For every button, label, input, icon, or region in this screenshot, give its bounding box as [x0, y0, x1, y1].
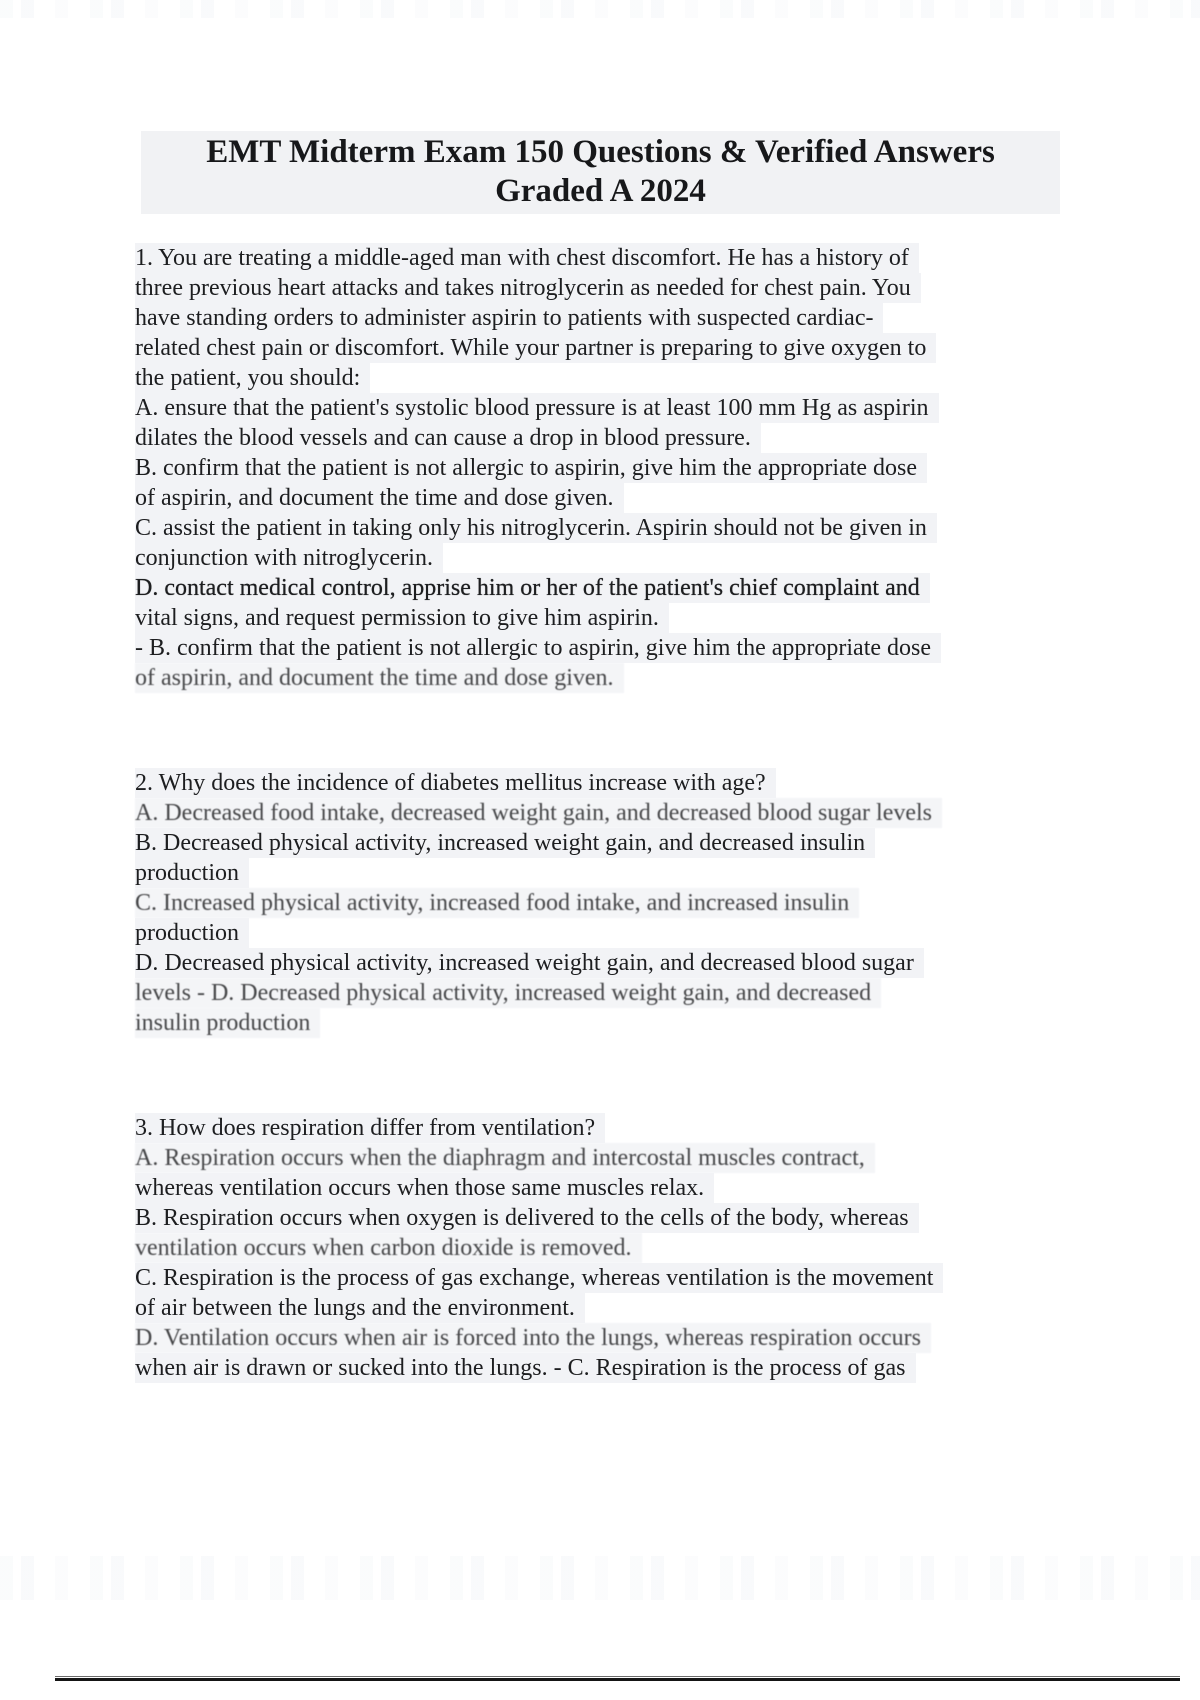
question-line — [135, 1008, 1085, 1038]
line-highlight: of aspirin, and document the time and dose given. — [135, 663, 624, 693]
question-line — [135, 273, 1085, 303]
line-highlight: 1. You are treating a middle-aged man with chest discomfort. He has a history of — [135, 243, 919, 273]
question-line — [135, 1293, 1085, 1323]
line-highlight: whereas ventilation occurs when those same muscles relax. — [135, 1173, 714, 1203]
question-line — [135, 948, 1085, 978]
line-highlight: B. confirm that the patient is not allergic to aspirin, give him the appropriate dose — [135, 453, 927, 483]
scan-artifact-band-bottom — [0, 1556, 1200, 1600]
question-line — [135, 1113, 1085, 1143]
line-highlight: 3. How does respiration differ from ventilation? — [135, 1113, 605, 1143]
question-line — [135, 513, 1085, 543]
question-line — [135, 1173, 1085, 1203]
line-highlight: when air is drawn or sucked into the lungs. - C. Respiration is the process of gas — [135, 1353, 916, 1383]
line-highlight: the patient, you should: — [135, 363, 370, 393]
line-highlight: B. Decreased physical activity, increased weight gain, and decreased insulin — [135, 828, 875, 858]
line-highlight: dilates the blood vessels and can cause a drop in blood pressure. — [135, 423, 761, 453]
question-line — [135, 888, 1085, 918]
question-line — [135, 1143, 1085, 1173]
question-line — [135, 423, 1085, 453]
line-highlight: production — [135, 858, 249, 888]
question-line — [135, 768, 1085, 798]
line-highlight: C. Respiration is the process of gas exchange, whereas ventilation is the movement — [135, 1263, 943, 1293]
line-highlight: vital signs, and request permission to give him aspirin. — [135, 603, 669, 633]
line-highlight: C. assist the patient in taking only his nitroglycerin. Aspirin should not be given in — [135, 513, 937, 543]
question-line — [135, 1353, 1085, 1383]
line-highlight: insulin production — [135, 1008, 320, 1038]
question-line — [135, 633, 1085, 663]
line-highlight: B. Respiration occurs when oxygen is delivered to the cells of the body, whereas — [135, 1203, 919, 1233]
question-line — [135, 333, 1085, 363]
question-block — [135, 243, 1085, 693]
document-body — [135, 243, 1085, 1383]
line-highlight: A. ensure that the patient's systolic blood pressure is at least 100 mm Hg as aspirin — [135, 393, 939, 423]
question-line — [135, 858, 1085, 888]
line-highlight: A. Respiration occurs when the diaphragm and intercostal muscles contract, — [135, 1143, 875, 1173]
document-title-line2: Graded A 2024 — [495, 173, 706, 209]
question-line — [135, 453, 1085, 483]
line-highlight: A. Decreased food intake, decreased weight gain, and decreased blood sugar levels — [135, 798, 942, 828]
line-highlight: have standing orders to administer aspirin to patients with suspected cardiac- — [135, 303, 883, 333]
question-line — [135, 543, 1085, 573]
line-highlight: production — [135, 918, 249, 948]
line-highlight: D. Decreased physical activity, increased weight gain, and decreased blood sugar — [135, 948, 924, 978]
question-line — [135, 243, 1085, 273]
page-bottom-rule — [55, 1676, 1180, 1682]
line-highlight: levels - D. Decreased physical activity, increased weight gain, and decreased — [135, 978, 881, 1008]
line-highlight: - B. confirm that the patient is not allergic to aspirin, give him the appropriate dose — [135, 633, 941, 663]
line-highlight: D. Ventilation occurs when air is forced into the lungs, whereas respiration occurs — [135, 1323, 931, 1353]
line-highlight: C. Increased physical activity, increased food intake, and increased insulin — [135, 888, 859, 918]
question-line — [135, 828, 1085, 858]
line-highlight: of aspirin, and document the time and dose given. — [135, 483, 624, 513]
question-line — [135, 573, 1085, 603]
question-line — [135, 393, 1085, 423]
question-line — [135, 1203, 1085, 1233]
question-line — [135, 363, 1085, 393]
question-line — [135, 798, 1085, 828]
question-block — [135, 768, 1085, 1038]
question-line — [135, 1323, 1085, 1353]
document-title-line1: EMT Midterm Exam 150 Questions & Verified Answers — [206, 134, 995, 170]
question-line — [135, 303, 1085, 333]
document-title — [141, 131, 1060, 214]
question-line — [135, 978, 1085, 1008]
question-block — [135, 1113, 1085, 1383]
line-highlight: three previous heart attacks and takes nitroglycerin as needed for chest pain. You — [135, 273, 921, 303]
line-highlight: D. contact medical control, apprise him or her of the patient's chief complaint and — [135, 573, 930, 603]
line-highlight: related chest pain or discomfort. While your partner is preparing to give oxygen to — [135, 333, 936, 363]
line-highlight: conjunction with nitroglycerin. — [135, 543, 443, 573]
line-highlight: ventilation occurs when carbon dioxide is removed. — [135, 1233, 642, 1263]
line-highlight: 2. Why does the incidence of diabetes mellitus increase with age? — [135, 768, 776, 798]
question-line — [135, 663, 1085, 693]
question-line — [135, 603, 1085, 633]
question-line — [135, 1233, 1085, 1263]
question-line — [135, 483, 1085, 513]
question-line — [135, 918, 1085, 948]
scan-artifact-band-top — [0, 0, 1200, 18]
line-highlight: of air between the lungs and the environment. — [135, 1293, 585, 1323]
question-line — [135, 1263, 1085, 1293]
